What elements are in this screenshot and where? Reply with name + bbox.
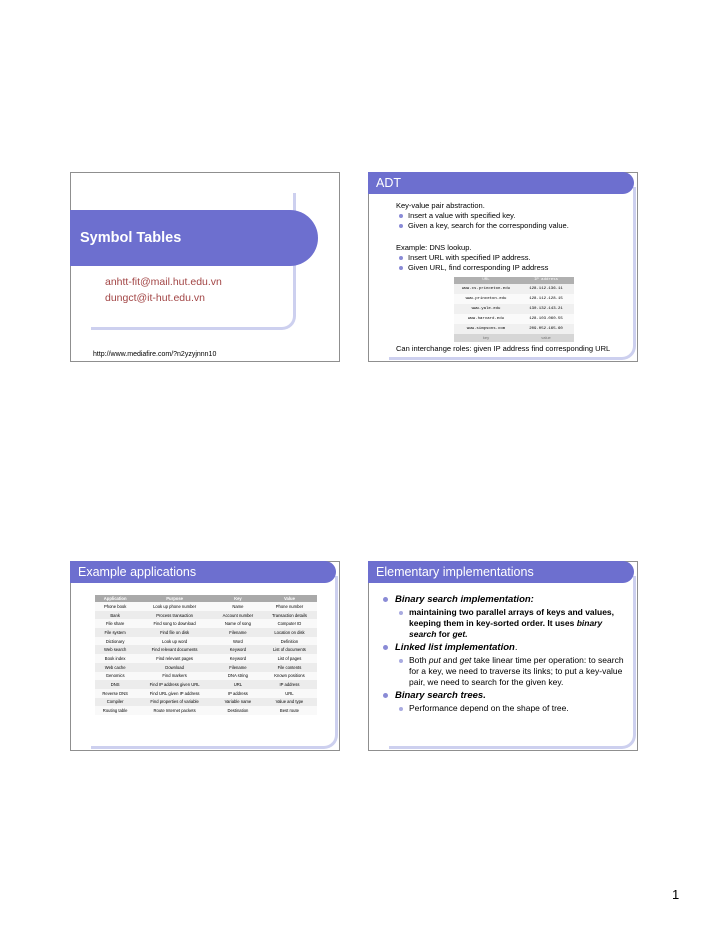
title-bar (70, 210, 318, 266)
slide-example-applications (70, 561, 340, 751)
list-item: Given a key, search for the corresponding value. (396, 221, 636, 231)
table-row (95, 698, 317, 707)
table-cell: Web cache (95, 663, 135, 672)
table-cell: Location on disk (262, 628, 317, 637)
example-block (396, 243, 636, 273)
table-cell: Download (135, 663, 214, 672)
list-item: Binary search implementation: (369, 594, 631, 605)
note-text: Can interchange roles: given IP address find corresponding URL (396, 344, 611, 353)
table-cell: DNA string (214, 672, 262, 681)
table-cell: Route Internet packets (135, 706, 214, 715)
table-cell: Best route (262, 706, 317, 715)
bullet-icon (399, 707, 403, 711)
table-cell: Find song to download (135, 619, 214, 628)
title-bar (368, 172, 634, 194)
bullet-icon (383, 597, 388, 602)
table-cell: File system (95, 628, 135, 637)
table-cell: Find IP address given URL (135, 680, 214, 689)
table-cell: DNS (95, 680, 135, 689)
table-cell: Routing table (95, 706, 135, 715)
table-cell: Look up word (135, 637, 214, 646)
bullet-icon (399, 224, 403, 228)
list-item: Binary search trees. (369, 690, 631, 701)
slide-elementary-implementations (368, 561, 638, 751)
email-link[interactable]: anhtt-fit@mail.hut.edu.vn (105, 276, 222, 288)
bullet-icon (399, 256, 403, 260)
table-row: www.princeton.edu 128.112.128.15 (454, 294, 574, 304)
slide-adt (368, 172, 638, 362)
table-cell: URL (214, 680, 262, 689)
table-cell: Look up phone number (135, 602, 214, 611)
bullet-icon (399, 611, 403, 615)
table-cell: Definition (262, 637, 317, 646)
slide-title: Example applications (78, 565, 197, 579)
table-cell: Find file on disk (135, 628, 214, 637)
table-cell: Variable name (214, 698, 262, 707)
list-item: Performance depend on the shape of tree. (369, 703, 631, 714)
table-cell: Name of song (214, 619, 262, 628)
table-row: www.simpsons.com 209.052.165.60 (454, 324, 574, 334)
table-cell: Filename (214, 663, 262, 672)
table-cell: Keyword (214, 645, 262, 654)
slide-symbol-tables (70, 172, 340, 362)
slide-title: Symbol Tables (80, 230, 182, 246)
table-cell: Find URL given IP address (135, 689, 214, 698)
table-cell: Find markers (135, 672, 214, 681)
intro-block (396, 201, 636, 231)
table-cell: Destination (214, 706, 262, 715)
table-cell: Name (214, 602, 262, 611)
table-cell: Reverse DNS (95, 689, 135, 698)
implementation-list (369, 594, 631, 716)
list-item: Insert URL with specified IP address. (396, 253, 636, 263)
email-link[interactable]: dungct@it-hut.edu.vn (105, 292, 205, 304)
table-header: Application Purpose Key Value (95, 595, 317, 602)
table-cell: Web search (95, 645, 135, 654)
table-cell: Phone book (95, 602, 135, 611)
table-cell: Compiler (95, 698, 135, 707)
table-header: URL IP address (454, 277, 574, 284)
table-row: www.yale.edu 130.132.143.21 (454, 304, 574, 314)
table-row (95, 706, 317, 715)
table-cell: Known positions (262, 672, 317, 681)
table-row (95, 602, 317, 611)
bullet-icon (399, 214, 403, 218)
slide-title: ADT (376, 176, 401, 190)
bullet-icon (399, 266, 403, 270)
list-item: Given URL, find corresponding IP address (396, 263, 636, 273)
table-cell: List of documents (262, 645, 317, 654)
table-cell: Find properties of variable (135, 698, 214, 707)
table-cell: Genomics (95, 672, 135, 681)
list-item: Insert a value with specified key. (396, 211, 636, 221)
table-row: www.harvard.edu 128.103.060.55 (454, 314, 574, 324)
table-cell: Phone number (262, 602, 317, 611)
title-bar (70, 561, 336, 583)
table-cell: Process transaction (135, 611, 214, 620)
table-cell: IP address (262, 680, 317, 689)
table-cell: File share (95, 619, 135, 628)
bullet-icon (383, 693, 388, 698)
table-cell: Find relevant documents (135, 645, 214, 654)
table-cell: List of pages (262, 654, 317, 663)
table-row (95, 663, 317, 672)
table-cell: URL (262, 689, 317, 698)
table-cell: IP address (214, 689, 262, 698)
intro-text: Key-value pair abstraction. (396, 201, 485, 210)
table-cell: File contents (262, 663, 317, 672)
source-url: http://www.mediafire.com/?n2yzyjnnn10 (93, 351, 217, 358)
dns-table (454, 277, 574, 342)
table-cell: Value and type (262, 698, 317, 707)
table-cell: Find relevant pages (135, 654, 214, 663)
table-row: www.cs.princeton.edu 128.112.136.11 (454, 284, 574, 294)
bullet-icon (383, 645, 388, 650)
list-item: Both put and get take linear time per operation: to search for a key, we need to traverse its links; to put a key-value pair, we need to search for the given key. (369, 655, 631, 688)
table-cell: Transaction details (262, 611, 317, 620)
list-item: maintaining two parallel arrays of keys and values, keeping them in key-sorted order. It uses binary search for get. (369, 607, 631, 640)
table-row (95, 689, 317, 698)
table-row (95, 645, 317, 654)
table-row (95, 619, 317, 628)
table-cell: Bank (95, 611, 135, 620)
table-cell: Filename (214, 628, 262, 637)
table-row (95, 654, 317, 663)
table-cell: Account number (214, 611, 262, 620)
example-text: Example: DNS lookup. (396, 243, 472, 252)
applications-table (95, 595, 317, 715)
table-row (95, 637, 317, 646)
table-cell: Word (214, 637, 262, 646)
table-cell: Book index (95, 654, 135, 663)
bullet-icon (399, 659, 403, 663)
table-row (95, 628, 317, 637)
table-row (95, 680, 317, 689)
table-footer: key value (454, 334, 574, 342)
table-cell: Keyword (214, 654, 262, 663)
table-row (95, 672, 317, 681)
list-item: Linked list implementation. (369, 642, 631, 653)
title-bar (368, 561, 634, 583)
table-cell: Dictionary (95, 637, 135, 646)
table-cell: Computer ID (262, 619, 317, 628)
table-row (95, 611, 317, 620)
slide-title: Elementary implementations (376, 565, 534, 579)
page-number: 1 (672, 887, 680, 902)
